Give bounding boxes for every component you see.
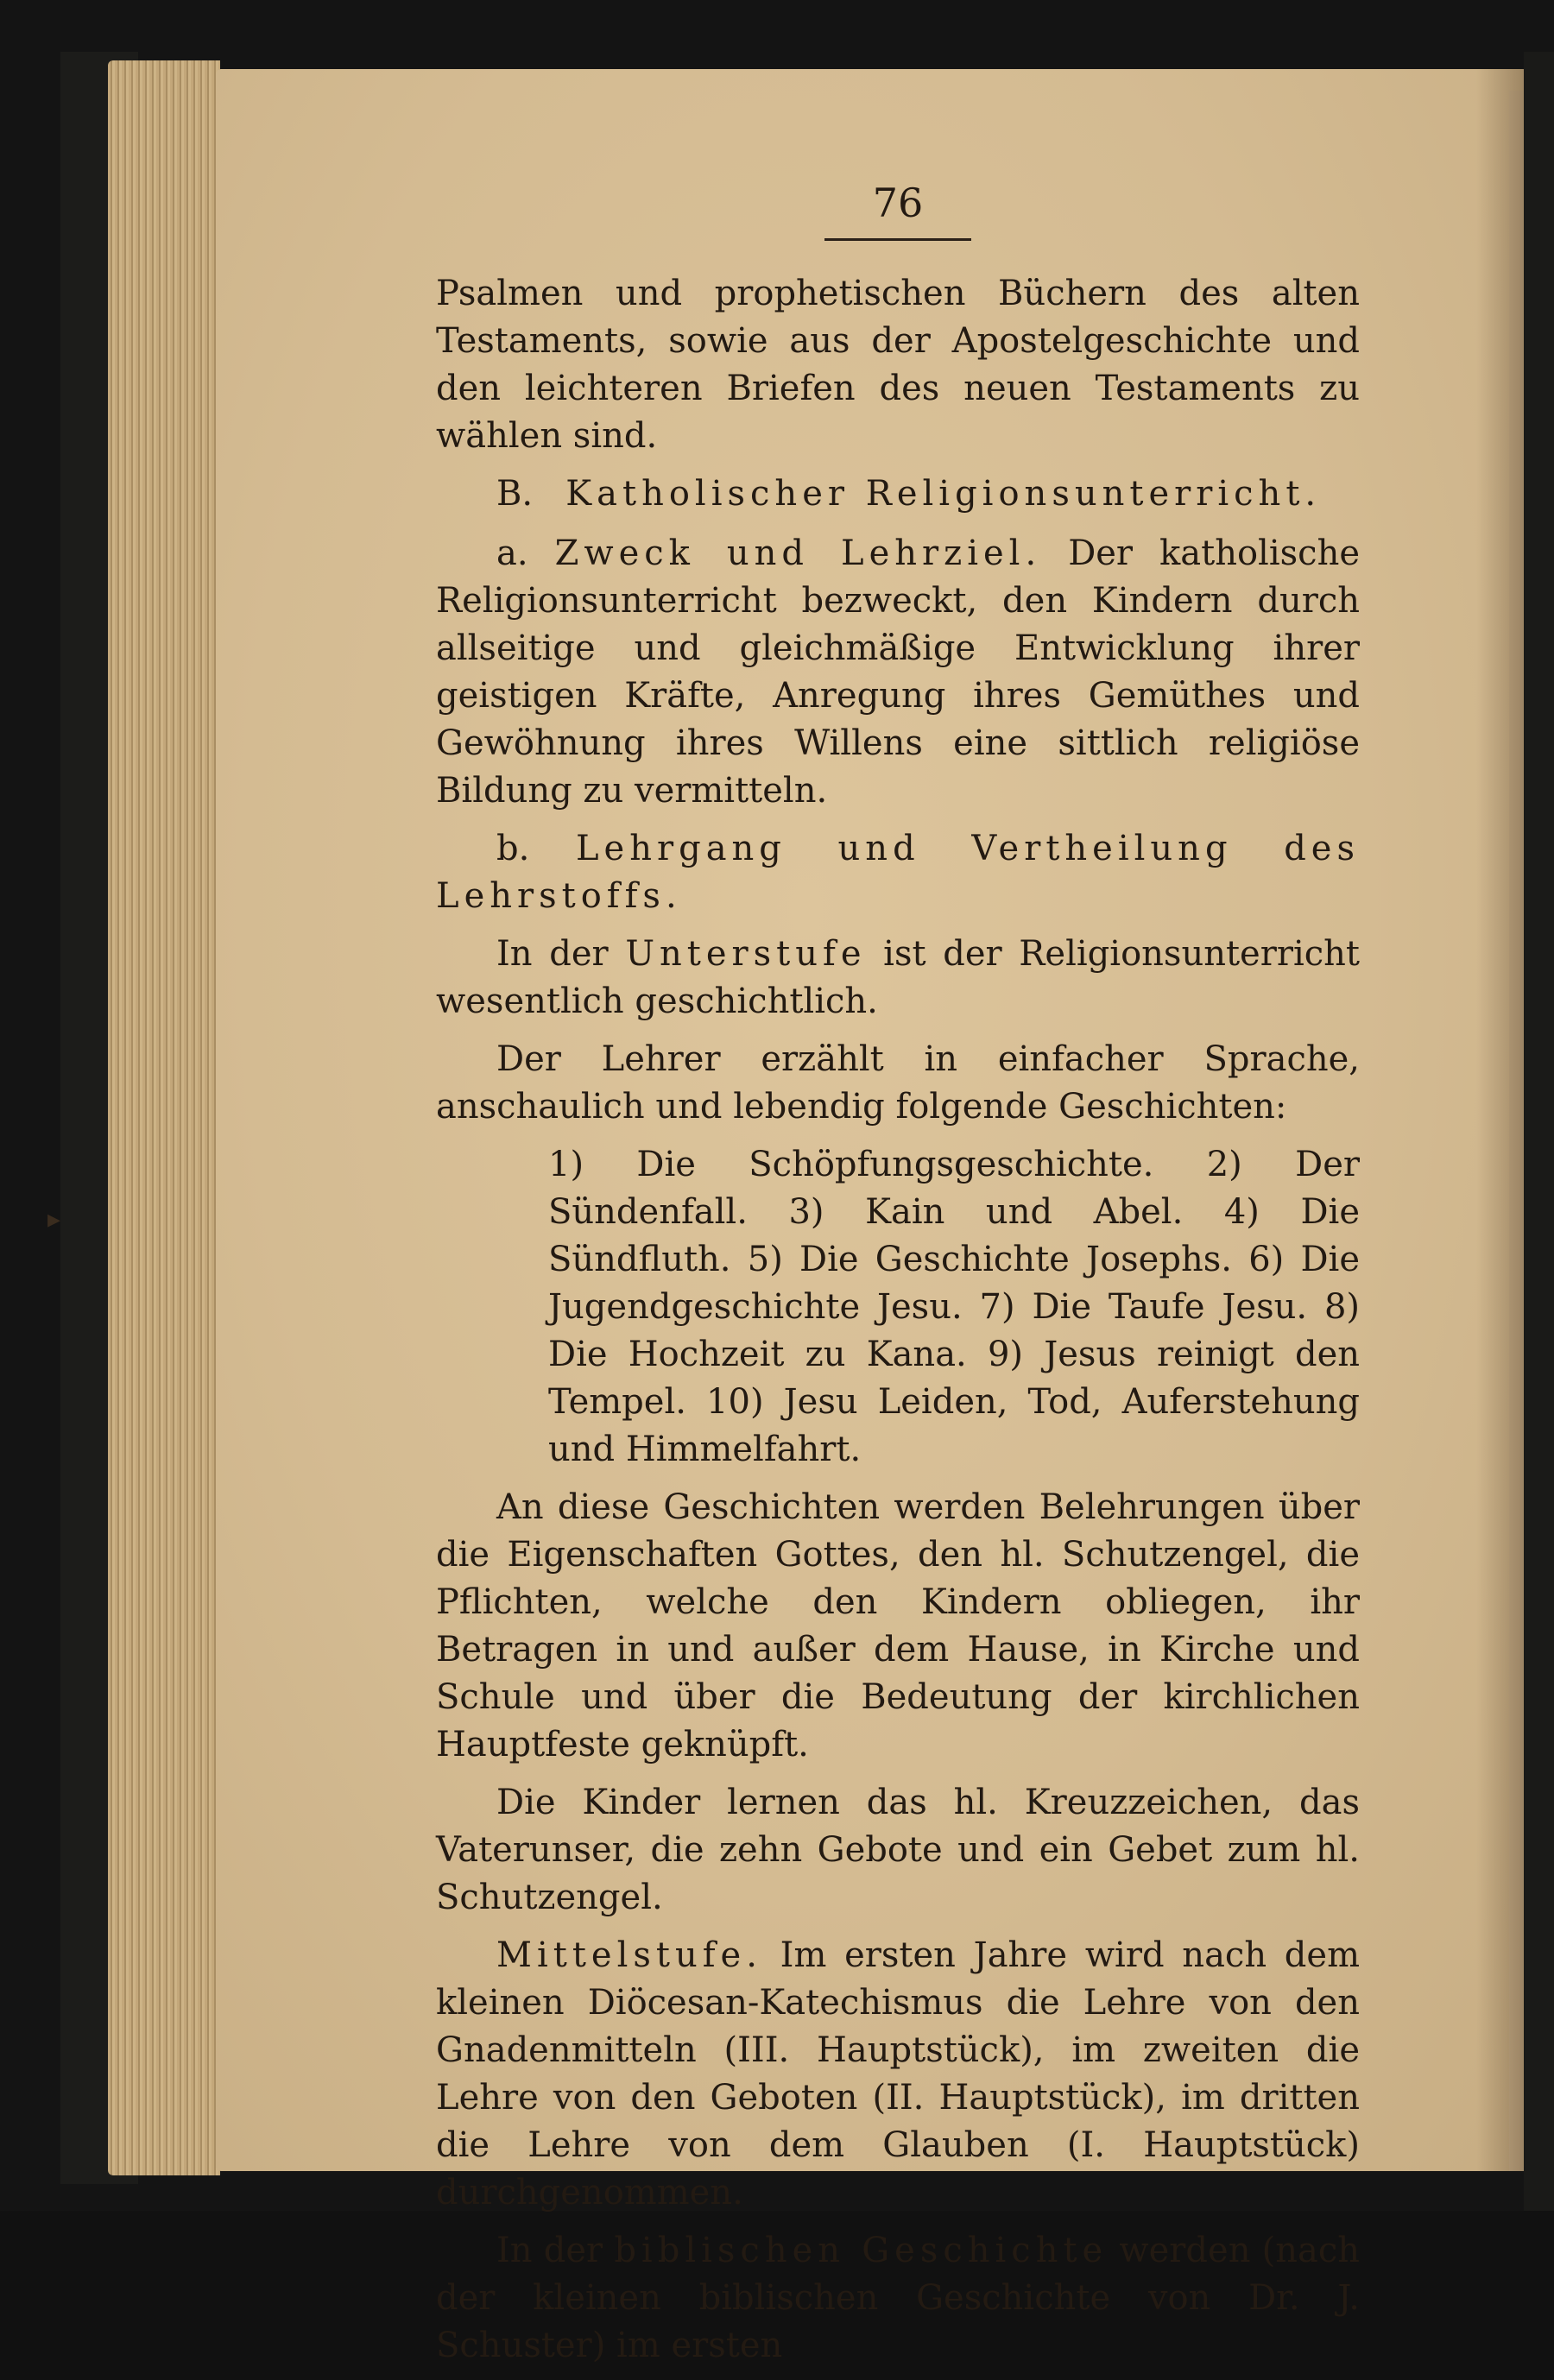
paragraph-mittelstufe xyxy=(436,1932,1360,2217)
section-a-title: Zweck und Lehrziel. xyxy=(554,533,1042,573)
list-item: 7) Die Taufe Jesu. xyxy=(979,1287,1308,1327)
story-list xyxy=(436,1141,1360,1474)
unterstufe-lead: In der xyxy=(496,934,609,974)
heading-b xyxy=(436,470,1360,518)
paragraph-zweck xyxy=(436,530,1360,815)
paragraph-kinder: Die Kinder lernen das hl. Kreuzzeichen, das Vaterunser, die zehn Gebote und ein Gebet zum hl. Schutzengel. xyxy=(436,1783,1360,1917)
list-item: 6) Die Jugendgeschichte Jesu. xyxy=(548,1240,1361,1327)
mittelstufe-term: Mittelstufe. xyxy=(496,1935,762,1975)
list-item: 4) Die Sündfluth. xyxy=(548,1192,1361,1279)
paragraph-biblisch xyxy=(436,2227,1360,2370)
section-a-text: Der katholische Religionsunterricht bezweckt, den Kindern durch allseitige und gleichmäßige Entwicklung ihrer geistigen Kräfte, Anregung ihres Gemüthes und Gewöhnung ihres Willens eine sittlich religiöse Bildung zu vermitteln. xyxy=(436,533,1360,811)
list-item: 2) Der Sündenfall. xyxy=(548,1145,1360,1232)
paragraph-psalmen: Psalmen und prophetischen Büchern des alten Testaments, sowie aus der Apostelgeschichte und den leichteren Briefen des neuen Testaments zu wählen sind. xyxy=(436,274,1360,456)
list-item: 9) Jesus reinigt den Tempel. xyxy=(548,1335,1360,1422)
biblisch-term: biblischen Geschichte xyxy=(614,2231,1109,2270)
list-item: 8) Die Hochzeit zu Kana. xyxy=(548,1287,1360,1374)
unterstufe-term: Unterstufe xyxy=(625,934,867,974)
list-item: 10) Jesu Leiden, Tod, Auferstehung und Himmelfahrt. xyxy=(548,1382,1360,1469)
paragraph-lehrer: Der Lehrer erzählt in einfacher Sprache, anschaulich und lebendig folgende Geschichten: xyxy=(436,1039,1360,1127)
book-cover-right xyxy=(1524,52,1554,2211)
list-item: 1) Die Schöpfungsgeschichte. xyxy=(548,1145,1154,1184)
section-a-label: a. xyxy=(496,533,528,573)
heading-b-title: Katholischer Religionsunterricht. xyxy=(565,474,1322,514)
page-edges xyxy=(108,60,220,2175)
unterstufe-rest: ist der Religionsunterricht wesentlich geschichtlich. xyxy=(436,934,1360,1021)
page-number: 76 xyxy=(872,180,924,226)
heading-lehrgang xyxy=(436,825,1360,920)
biblisch-lead: In der xyxy=(496,2231,603,2270)
biblisch-rest: werden (nach der kleinen biblischen Geschichte von Dr. J. Schuster) im ersten xyxy=(436,2231,1361,2365)
list-item: 5) Die Geschichte Josephs. xyxy=(747,1240,1232,1279)
story-list-text xyxy=(548,1141,1360,1474)
section-b-label: b. xyxy=(496,829,530,868)
mittelstufe-rest: Im ersten Jahre wird nach dem kleinen Diöcesan-Katechismus die Lehre von den Gnadenmitteln (III. Hauptstück), im zweiten die Lehre von den Geboten (II. Hauptstück), im dritten die Lehre von dem Glauben (I. Hauptstück) durchgenommen. xyxy=(436,1935,1361,2213)
paragraph-unterstufe xyxy=(436,931,1360,1026)
page-text xyxy=(436,173,1360,2380)
list-item: 3) Kain und Abel. xyxy=(788,1192,1184,1232)
paragraph-belehrungen: An diese Geschichten werden Belehrungen über die Eigenschaften Gottes, den hl. Schutzengel, die Pflichten, welche den Kindern obliegen, ihr Betragen in und außer dem Hause, in Kirche und Schule und über die Bedeutung der kirchlichen Hauptfeste geknüpft. xyxy=(436,1487,1360,1764)
page-gutter-shadow xyxy=(1476,69,1528,2171)
section-b-title: Lehrgang und Vertheilung des Lehrstoffs. xyxy=(436,829,1360,916)
margin-mark: ▸ xyxy=(47,1204,61,1234)
heading-b-label: B. xyxy=(496,474,534,514)
header-rule xyxy=(824,238,971,241)
